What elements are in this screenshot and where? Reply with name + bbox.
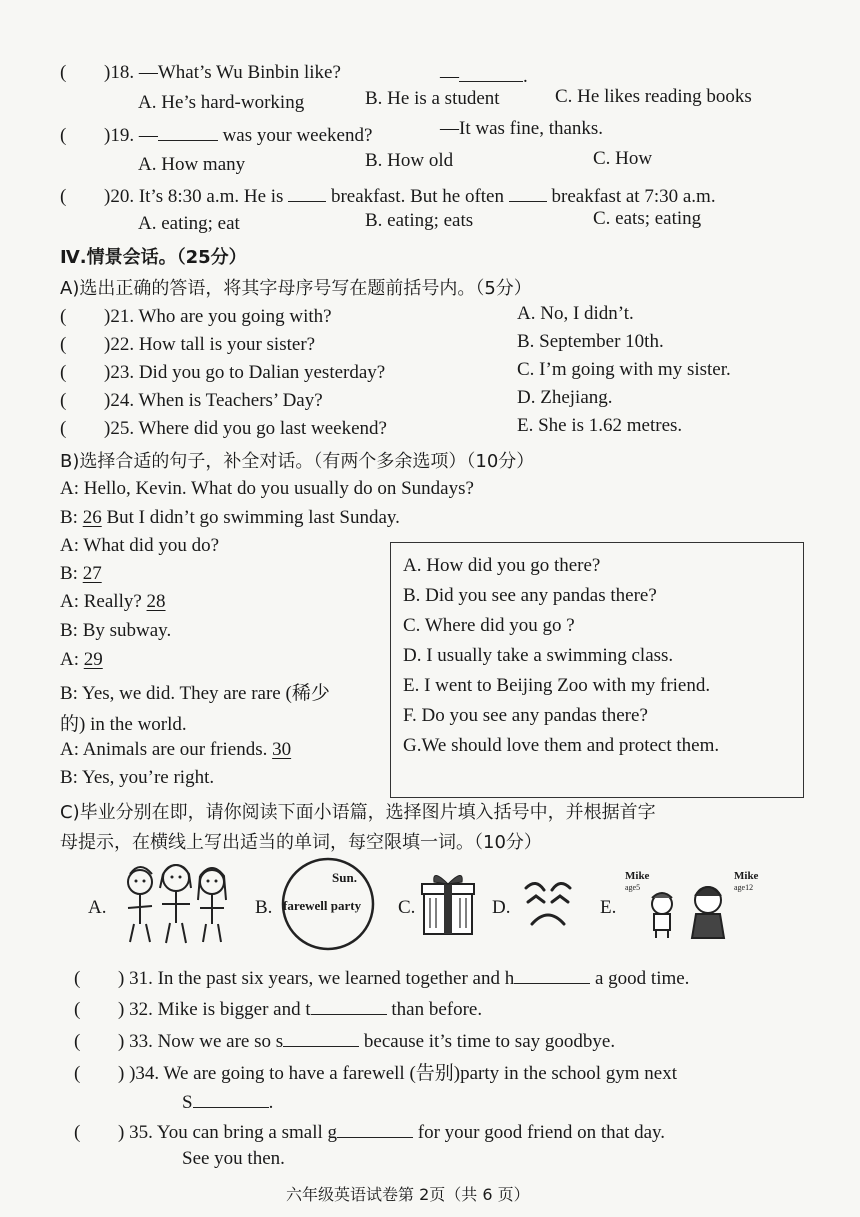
answer-paren[interactable]: (	[60, 186, 67, 207]
speaker: A:	[60, 649, 84, 670]
boy2-age: age12	[734, 883, 754, 892]
calendar-circle-icon	[280, 856, 376, 952]
q-stem-part2: breakfast. But he often	[330, 186, 504, 207]
matching-answer: A. No, I didn’t.	[517, 303, 634, 324]
item-text: ) 31. In the past six years, we learned together and h	[118, 968, 515, 989]
dialogue-line: B: Yes, we did. They are rare (稀少	[60, 683, 330, 704]
gift-box-icon	[420, 870, 476, 941]
matching-row	[60, 390, 323, 412]
box-option: F. Do you see any pandas there?	[403, 705, 648, 726]
speaker: B:	[60, 507, 83, 528]
dialogue-line	[60, 739, 291, 761]
line-text: A: Animals are our friends.	[60, 739, 273, 760]
dialogue-line	[60, 649, 103, 671]
picture-letter: A.	[88, 897, 107, 918]
fill-item-31	[74, 964, 689, 990]
matching-row	[60, 418, 387, 440]
item-text: S	[182, 1092, 193, 1113]
box-option: A. How did you go there?	[403, 555, 601, 576]
dialogue-line: B: Yes, you’re right.	[60, 767, 215, 788]
boy1-name: Mike	[625, 870, 650, 882]
blank-number[interactable]: 26	[82, 507, 102, 528]
answer-paren[interactable]: (	[60, 362, 67, 383]
q-number: )19.	[104, 125, 135, 146]
sad-face-icon	[518, 874, 578, 935]
picture-letter: B.	[255, 897, 273, 918]
q-stem: —What’s Wu Binbin like?	[138, 62, 341, 83]
q19-option-a: A. How many	[138, 154, 246, 175]
item-text-end: for your good friend on that day.	[413, 1122, 666, 1143]
part-c-instruction-line2: 母提示，在横线上写出适当的单词，每空限填一词。（10分）	[60, 832, 542, 853]
section-4-title: Ⅳ.情景会话。（25分）	[60, 247, 247, 268]
q-number: )20.	[104, 186, 135, 207]
matching-answer: D. Zhejiang.	[517, 387, 613, 408]
dialogue-line: A: What did you do?	[60, 535, 220, 556]
matching-question: )21. Who are you going with?	[104, 306, 332, 327]
item-text: ) 35. You can bring a small g	[118, 1122, 338, 1143]
item-text-end: because it’s time to say goodbye.	[359, 1031, 616, 1052]
picture-letter: E.	[600, 897, 617, 918]
answer-blank[interactable]	[509, 182, 547, 202]
dialogue-line: 的) in the world.	[60, 714, 187, 735]
answer-blank[interactable]	[288, 182, 326, 202]
boy2-name: Mike	[734, 870, 759, 882]
fill-item-32	[74, 995, 482, 1021]
answer-paren[interactable]: (	[74, 999, 81, 1020]
answer-paren[interactable]: (	[74, 1063, 81, 1084]
dialogue-line: B: By subway.	[60, 620, 172, 641]
matching-question: )24. When is Teachers’ Day?	[104, 390, 323, 411]
fill-item-35	[74, 1118, 665, 1144]
answer-blank[interactable]	[158, 121, 218, 141]
matching-question: )25. Where did you go last weekend?	[104, 418, 387, 439]
box-option: G.We should love them and protect them.	[403, 735, 720, 756]
box-option: B. Did you see any pandas there?	[403, 585, 657, 606]
matching-answer: E. She is 1.62 metres.	[517, 415, 683, 436]
q20-option-c: C. eats; eating	[593, 208, 702, 229]
q18-answer-line	[440, 62, 528, 88]
period: .	[523, 66, 528, 87]
fill-item-35-cont: See you then.	[182, 1148, 285, 1169]
answer-paren[interactable]: (	[60, 125, 67, 146]
answer-blank[interactable]	[459, 62, 523, 82]
line-text: But I didn’t go swimming last Sunday.	[101, 507, 400, 528]
q20-option-a: A. eating; eat	[138, 213, 240, 234]
dialogue-line	[60, 507, 400, 529]
dialogue-line: A: Hello, Kevin. What do you usually do on Sundays?	[60, 478, 474, 499]
q-number: )18.	[104, 62, 135, 83]
answer-blank[interactable]	[311, 995, 387, 1015]
dialogue-options-box	[390, 542, 804, 798]
friends-group-icon	[112, 852, 242, 957]
part-b-instruction: B)选择合适的句子，补全对话。（有两个多余选项）（10分）	[60, 451, 535, 472]
speaker: B:	[60, 563, 83, 584]
q18-option-a: A. He’s hard-working	[138, 92, 305, 113]
part-a-instruction: A)选出正确的答语，将其字母序号写在题前括号内。（5分）	[60, 278, 532, 299]
answer-blank[interactable]	[283, 1027, 359, 1047]
answer-paren[interactable]: (	[60, 334, 67, 355]
item-text: ) )34. We are going to have a farewell (告别)party in the school gym next	[118, 1063, 677, 1084]
matching-answer: B. September 10th.	[517, 331, 664, 352]
box-option: C. Where did you go ?	[403, 615, 575, 636]
box-option: E. I went to Beijing Zoo with my friend.	[403, 675, 711, 696]
matching-row	[60, 362, 385, 384]
boy1-age: age5	[625, 883, 641, 892]
q20-option-b: B. eating; eats	[365, 210, 474, 231]
matching-answer: C. I’m going with my sister.	[517, 359, 731, 380]
q-stem-part3: breakfast at 7:30 a.m.	[551, 186, 716, 207]
answer-blank[interactable]	[514, 964, 590, 984]
answer-blank[interactable]	[193, 1088, 269, 1108]
answer-paren[interactable]: (	[60, 390, 67, 411]
box-option: D. I usually take a swimming class.	[403, 645, 674, 666]
q18-option-b: B. He is a student	[365, 88, 500, 109]
line-text: A: Really?	[60, 591, 147, 612]
item-text-end: .	[268, 1092, 274, 1113]
answer-paren[interactable]: (	[60, 62, 67, 83]
fill-item-33	[74, 1027, 615, 1053]
answer-paren[interactable]: (	[74, 1122, 81, 1143]
answer-paren[interactable]: (	[60, 306, 67, 327]
matching-question: )23. Did you go to Dalian yesterday?	[104, 362, 386, 383]
q-stem-part1: It’s 8:30 a.m. He is	[138, 186, 284, 207]
page-footer: 六年级英语试卷第 2页（共 6 页）	[286, 1185, 530, 1204]
answer-blank[interactable]	[337, 1118, 413, 1138]
fill-item-34	[74, 1058, 677, 1085]
dialogue-line	[60, 563, 102, 585]
calendar-day: Sun.	[332, 870, 357, 885]
q-stem: was your weekend?	[222, 125, 373, 146]
dash: —	[138, 125, 158, 146]
answer-paren[interactable]: (	[74, 968, 81, 989]
q19-option-c: C. How	[593, 148, 653, 169]
blank-number[interactable]: 29	[83, 649, 103, 670]
item-text-end: a good time.	[590, 968, 690, 989]
blank-number[interactable]: 30	[272, 739, 292, 760]
matching-question: )22. How tall is your sister?	[104, 334, 316, 355]
item-text-end: than before.	[386, 999, 483, 1020]
picture-letter: D.	[492, 897, 511, 918]
q19-option-b: B. How old	[365, 150, 454, 171]
picture-letter: C.	[398, 897, 416, 918]
calendar-event: farewell party	[283, 898, 362, 913]
answer-paren[interactable]: (	[74, 1031, 81, 1052]
matching-row	[60, 306, 332, 328]
part-c-instruction-line1: C)毕业分别在即，请你阅读下面小语篇，选择图片填入括号中，并根据首字	[60, 802, 656, 823]
item-text: ) 33. Now we are so s	[118, 1031, 284, 1052]
q20-row	[60, 182, 716, 208]
blank-number[interactable]: 28	[146, 591, 166, 612]
blank-number[interactable]: 27	[82, 563, 102, 584]
fill-item-34-cont	[182, 1088, 273, 1114]
q19-reply: —It was fine, thanks.	[440, 118, 604, 139]
q18-option-c: C. He likes reading books	[555, 86, 752, 107]
dash: —	[440, 66, 459, 87]
q19-row	[60, 121, 372, 147]
item-text: ) 32. Mike is bigger and t	[118, 999, 311, 1020]
q18-row	[60, 62, 341, 84]
dialogue-line	[60, 591, 166, 613]
answer-paren[interactable]: (	[60, 418, 67, 439]
matching-row	[60, 334, 315, 356]
